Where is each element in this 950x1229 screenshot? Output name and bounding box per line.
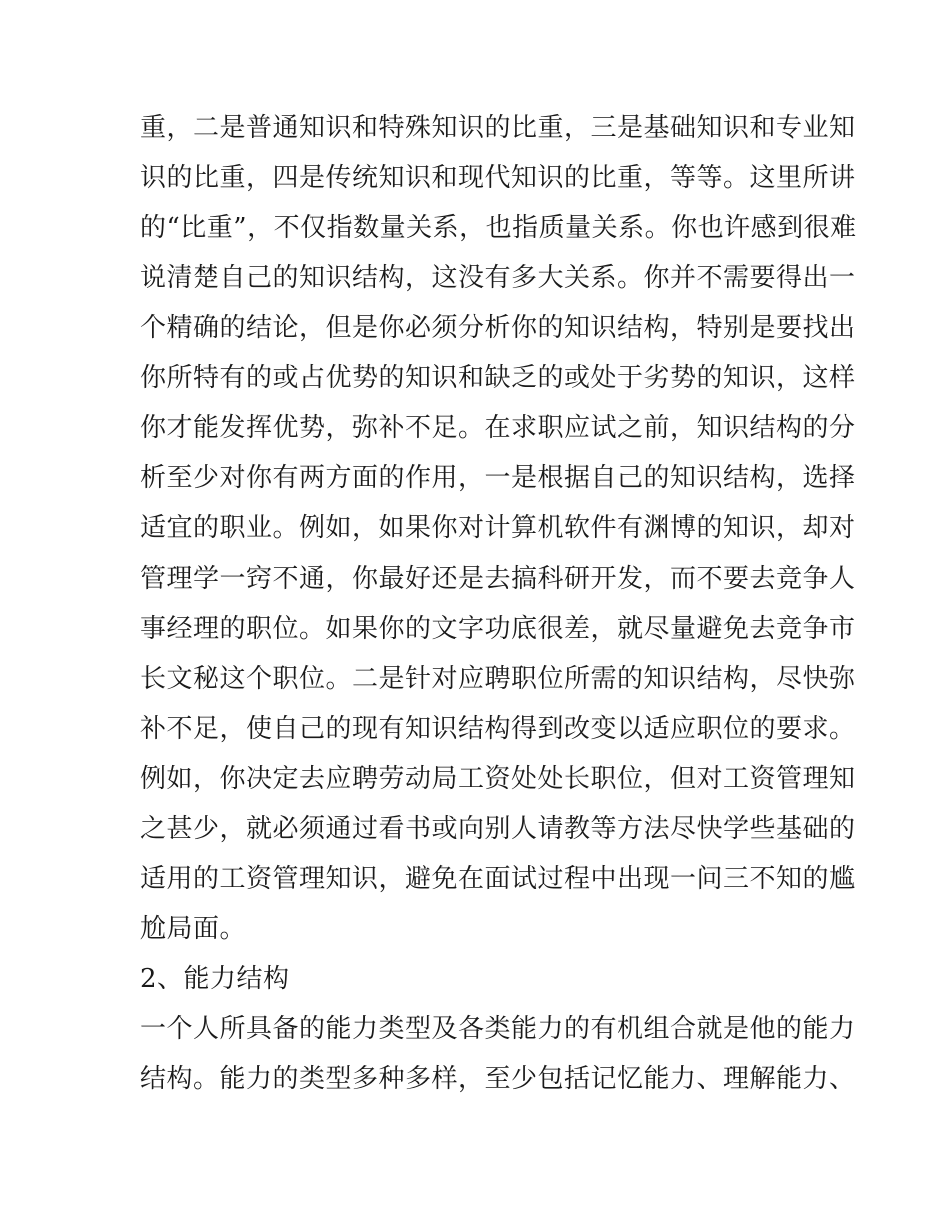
body-text-line: 长文秘这个职位。二是针对应聘职位所需的知识结构，尽快弥	[140, 664, 856, 694]
body-text-line: 尬局面。	[140, 914, 247, 944]
body-text-line: 适宜的职业。例如，如果你对计算机软件有渊博的知识，却对	[140, 513, 856, 543]
body-text-line: 你所特有的或占优势的知识和缺乏的或处于劣势的知识，这样	[140, 363, 856, 393]
body-text-line: 说清楚自己的知识结构，这没有多大关系。你并不需要得出一	[140, 263, 856, 293]
body-text-line: 你才能发挥优势，弥补不足。在求职应试之前，知识结构的分	[140, 413, 856, 443]
body-text-line: 的“比重”，不仅指数量关系，也指质量关系。你也许感到很难	[140, 213, 857, 243]
body-text-line: 之甚少，就必须通过看书或向别人请教等方法尽快学些基础的	[140, 814, 856, 844]
body-text-line: 识的比重，四是传统知识和现代知识的比重，等等。这里所讲	[140, 163, 856, 193]
body-text-line: 事经理的职位。如果你的文字功底很差，就尽量避免去竞争市	[140, 614, 856, 644]
body-text-line: 个精确的结论，但是你必须分析你的知识结构，特别是要找出	[140, 313, 856, 343]
body-text-line: 管理学一窍不通，你最好还是去搞科研开发，而不要去竞争人	[140, 564, 856, 594]
body-text-line: 一个人所具备的能力类型及各类能力的有机组合就是他的能力	[140, 1014, 856, 1044]
body-text-line: 析至少对你有两方面的作用，一是根据自己的知识结构，选择	[140, 463, 856, 493]
body-text-line: 例如，你决定去应聘劳动局工资处处长职位，但对工资管理知	[140, 764, 856, 794]
body-text-line: 结构。能力的类型多种多样，至少包括记忆能力、理解能力、	[140, 1064, 856, 1094]
body-text-line: 补不足，使自己的现有知识结构得到改变以适应职位的要求。	[140, 714, 856, 744]
body-text-line: 适用的工资管理知识，避免在面试过程中出现一问三不知的尴	[140, 864, 856, 894]
section-heading: 2、能力结构	[140, 964, 290, 994]
body-text-line: 重，二是普通知识和特殊知识的比重，三是基础知识和专业知	[140, 113, 856, 143]
